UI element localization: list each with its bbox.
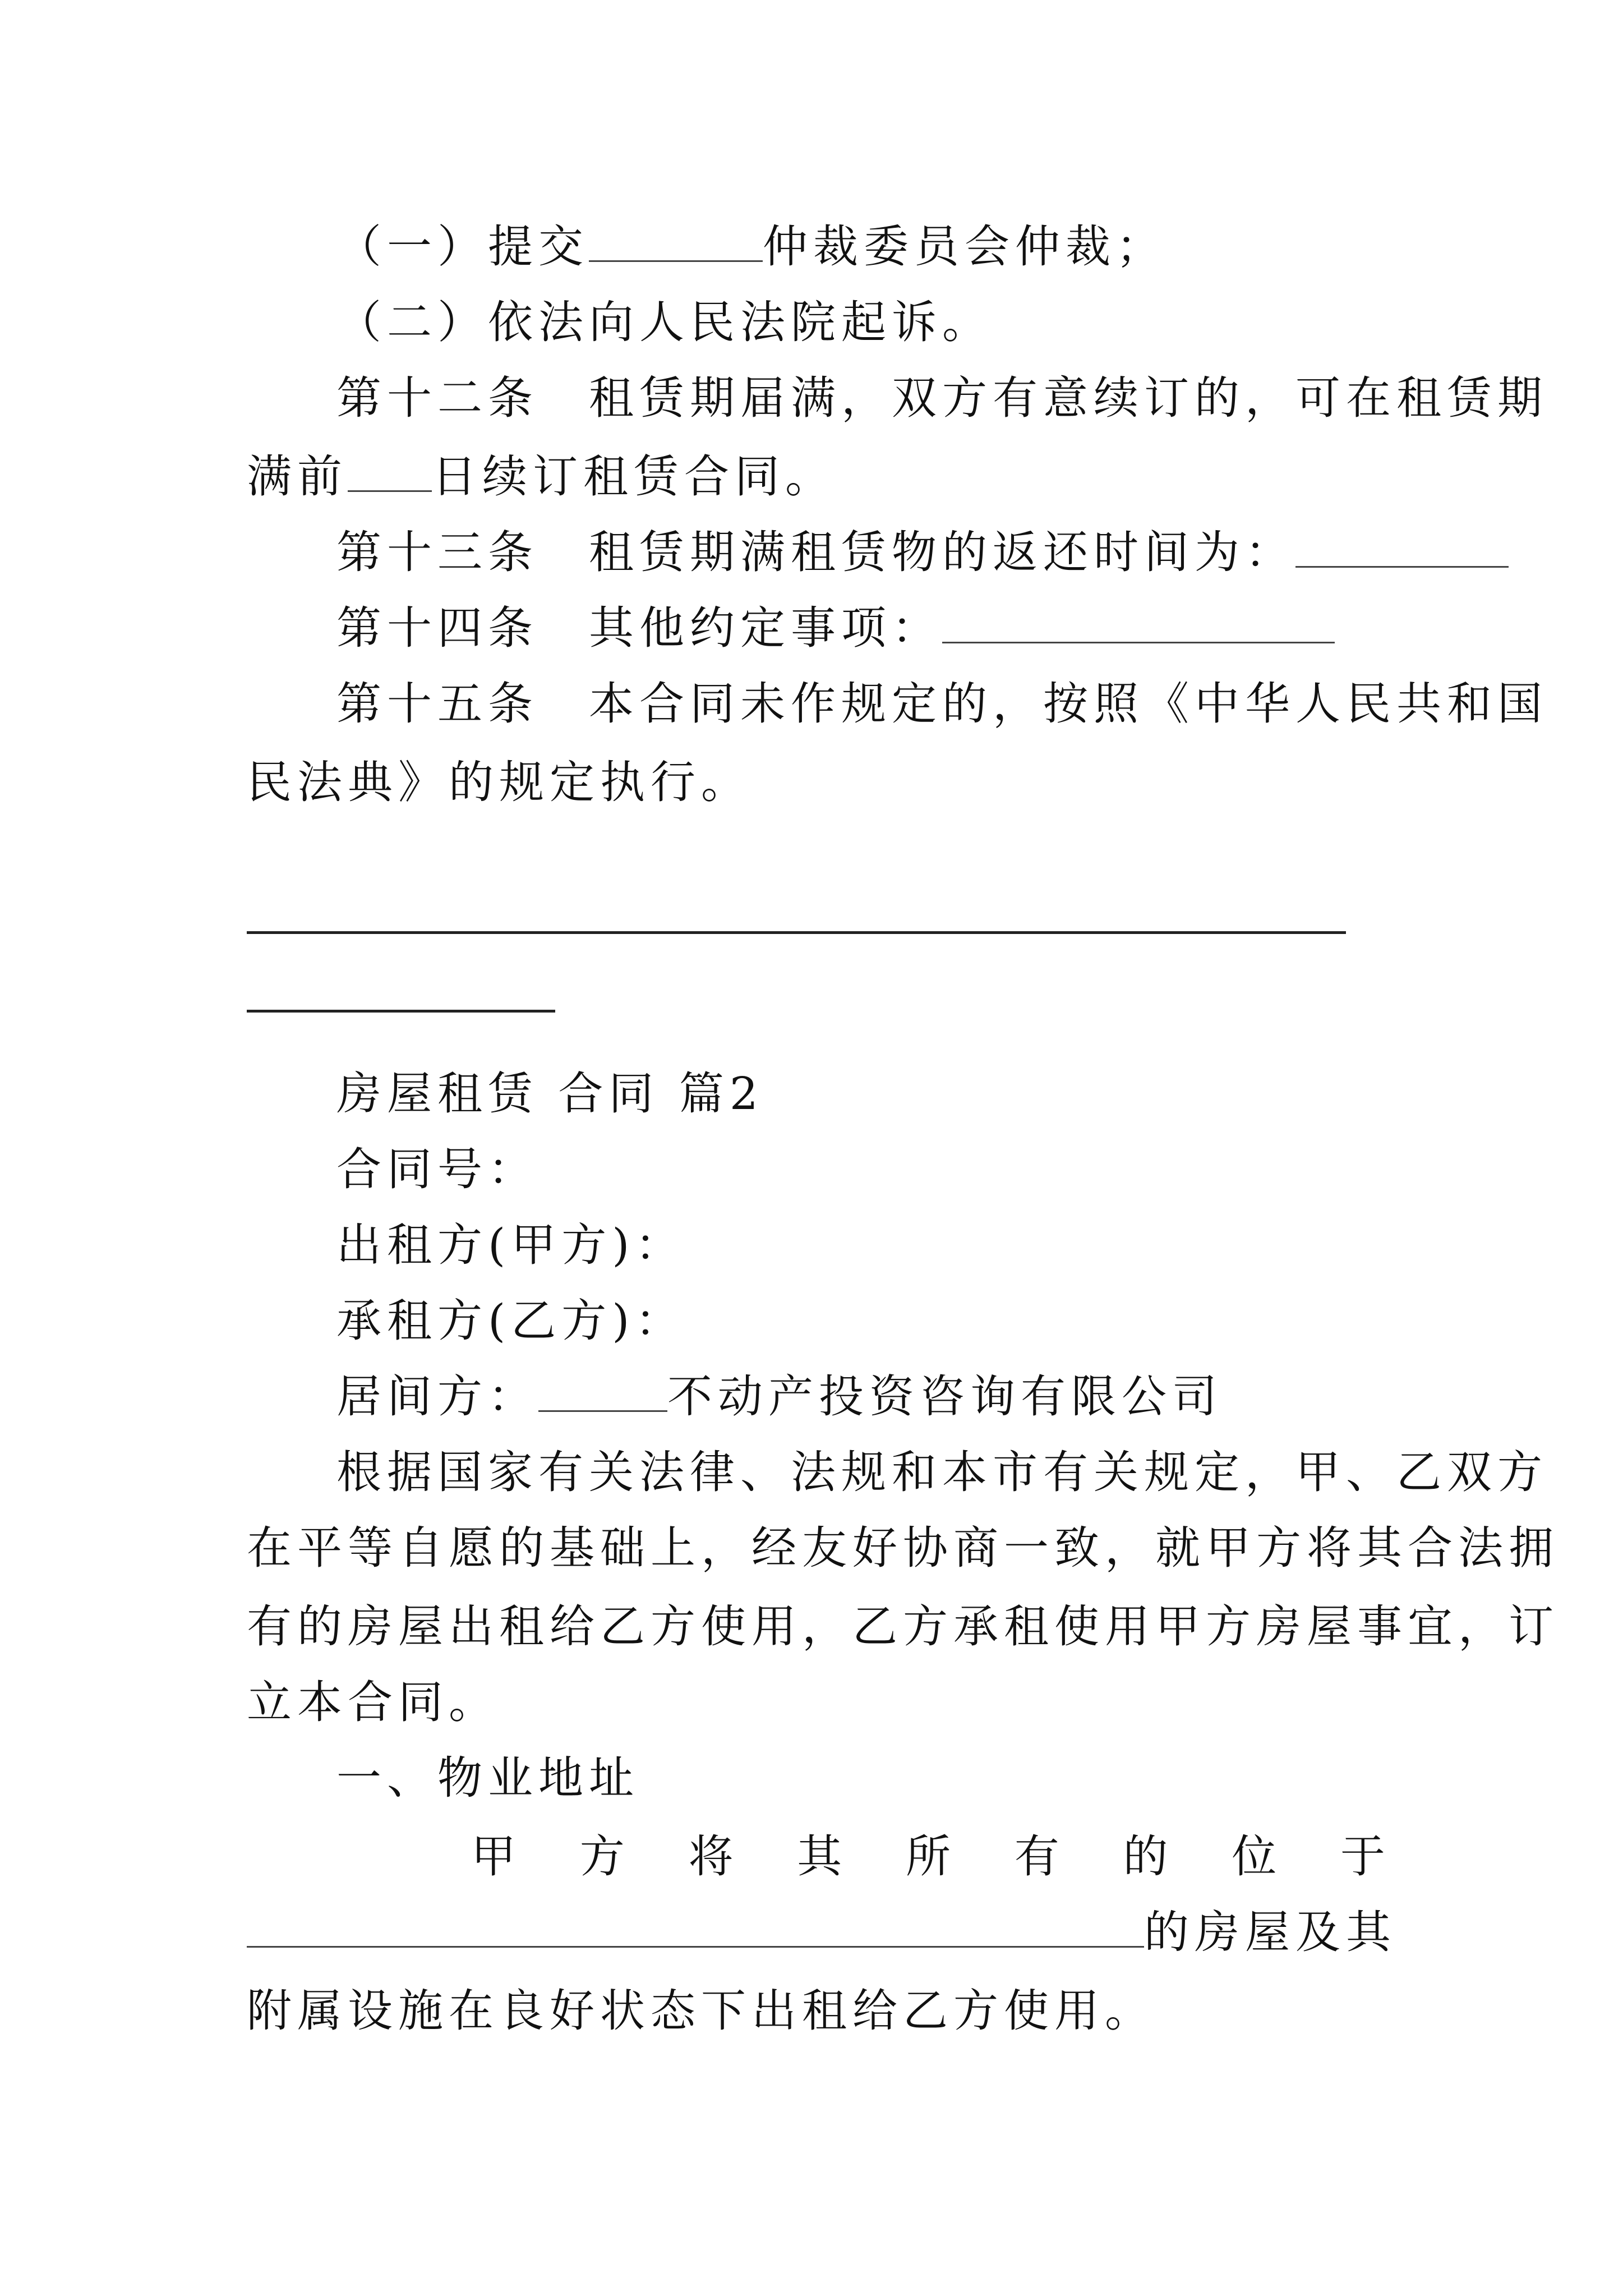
clause-arbitration [336, 213, 1391, 280]
blank-agent-name [538, 1365, 667, 1412]
clause-litigation: （二）依法向人民法院起诉。 [336, 296, 993, 348]
address-char: 甲 [471, 1830, 522, 1883]
address-line2-suffix: 的房屋及其 [1144, 1906, 1396, 1958]
address-char: 的 [1123, 1830, 1174, 1883]
article-12-line2 [247, 443, 1391, 510]
intro-line1: 根据国家有关法律、法规和本市有关规定，甲、乙双方 [336, 1446, 1548, 1498]
lessor-label: 出租方(甲方)： [336, 1219, 686, 1271]
address-char: 于 [1340, 1830, 1391, 1883]
address-line2 [247, 1899, 1396, 1966]
contract-number-label: 合同号： [336, 1143, 538, 1195]
agent-label: 居间方： [336, 1370, 538, 1423]
agent-company-suffix: 不动产投资咨询有限公司 [667, 1370, 1223, 1423]
article-14-text: 第十四条 其他约定事项： [336, 602, 942, 654]
article-13-text: 第十三条 租赁期满租赁物的返还时间为： [336, 526, 1295, 578]
intro-line3: 有的房屋出租给乙方使用，乙方承租使用甲方房屋事宜，订 [247, 1600, 1559, 1653]
address-char: 有 [1014, 1830, 1065, 1883]
blank-property-address [247, 1901, 1144, 1948]
address-char: 所 [906, 1830, 956, 1883]
intro-line2: 在平等自愿的基础上，经友好协商一致，就甲方将其合法拥 [247, 1522, 1559, 1574]
blank-renewal-days [348, 445, 432, 492]
article-15-line2: 民法典》的规定执行。 [247, 756, 751, 808]
address-char: 方 [579, 1830, 630, 1883]
blank-arbitration-commission [589, 215, 763, 262]
section-title: 房屋租赁 合同 篇2 [336, 1068, 764, 1120]
address-char: 将 [688, 1830, 739, 1883]
agent-line [336, 1363, 1391, 1430]
separator-rule-short [247, 1010, 555, 1013]
address-line1 [471, 1823, 1391, 1890]
article-12-line1: 第十二条 租赁期届满，双方有意续订的，可在租赁期 [336, 372, 1548, 424]
heading-property-address: 一、物业地址 [336, 1752, 639, 1804]
address-char: 其 [797, 1830, 848, 1883]
separator-rule-long [247, 931, 1346, 934]
blank-other-matters [942, 597, 1335, 643]
clause-arbitration-text: 仲裁委员会仲裁； [763, 220, 1166, 273]
clause-arbitration-label: （一）提交 [336, 220, 589, 273]
blank-return-time [1295, 521, 1509, 568]
article-13 [336, 519, 1391, 586]
article-12-prefix: 满前 [247, 450, 348, 503]
intro-line4: 立本合同。 [247, 1676, 499, 1728]
address-char: 位 [1232, 1830, 1283, 1883]
article-15-line1: 第十五条 本合同未作规定的，按照《中华人民共和国 [336, 678, 1548, 730]
address-line3: 附属设施在良好状态下出租给乙方使用。 [247, 1985, 1155, 2037]
article-12-suffix: 日续订租赁合同。 [432, 450, 836, 503]
article-14 [336, 595, 1391, 662]
lessee-label: 承租方(乙方)： [336, 1295, 686, 1347]
